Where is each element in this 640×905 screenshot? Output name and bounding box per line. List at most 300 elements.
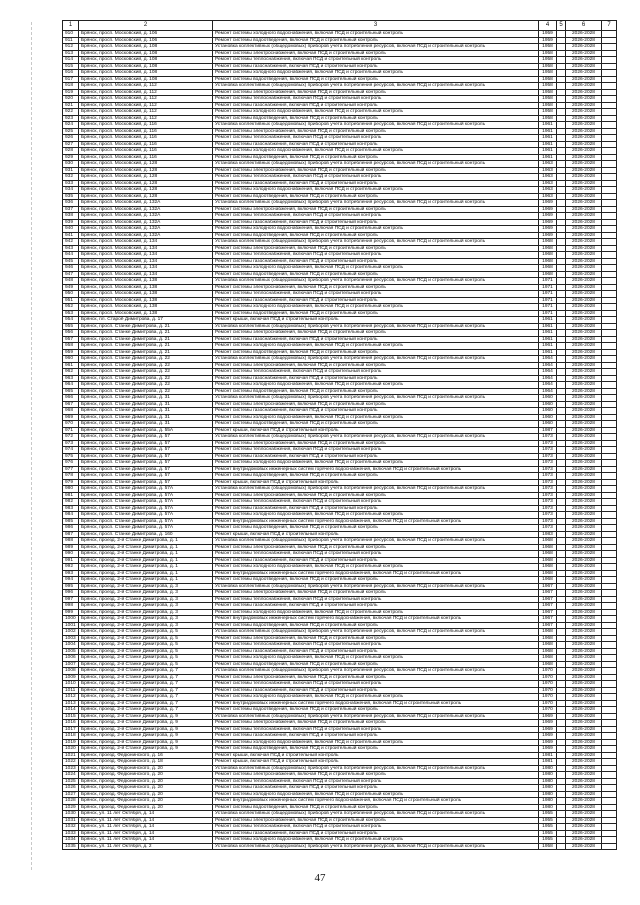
address-cell: Брянск, проезд. 2-й Станке Димитрова, д. 7: [79, 707, 213, 714]
work-type-cell: Ремонт системы газоснабжения, включая ПСД и строительный контроль: [213, 258, 539, 265]
row-number: 975: [63, 453, 79, 460]
period-cell: 2026-2028: [566, 434, 602, 441]
row-number: 1017: [63, 726, 79, 733]
address-cell: Брянск, просп. Московский, д. 112: [79, 83, 213, 90]
year-cell: 1963: [539, 161, 557, 168]
address-cell: Брянск, просп. Станке Димитрова, д. 22: [79, 369, 213, 376]
header-col-7: 7: [602, 21, 617, 31]
period-cell: 2026-2028: [566, 557, 602, 564]
address-cell: Брянск, проезд. 2-й Станке Димитрова, д. 1: [79, 551, 213, 558]
period-cell: 2026-2028: [566, 278, 602, 285]
period-cell: 2026-2028: [566, 161, 602, 168]
year-cell: 1973: [539, 512, 557, 519]
row-number: 996: [63, 590, 79, 597]
address-cell: Брянск, просп. Станке Димитрова, д. 57: [79, 466, 213, 473]
year-cell: 1967: [539, 583, 557, 590]
work-type-cell: Ремонт системы электроснабжения, включая ПСД и строительный контроль: [213, 720, 539, 727]
work-type-cell: Установка коллективных (общедомовых) приборов учета потребления ресурсов, включая ПСД и строительный контроль: [213, 395, 539, 402]
row-number: 999: [63, 609, 79, 616]
period-cell: 2026-2028: [566, 102, 602, 109]
year-cell: 1960: [539, 395, 557, 402]
row-number: 1013: [63, 700, 79, 707]
year-cell: 1958: [539, 50, 557, 57]
work-type-cell: Ремонт системы водоотведения, включая ПСД и строительный контроль: [213, 804, 539, 811]
period-cell: 2026-2028: [566, 323, 602, 330]
header-col-1: 1: [63, 21, 79, 31]
year-cell: 1968: [539, 252, 557, 259]
period-cell: 2026-2028: [566, 733, 602, 740]
row-number: 927: [63, 141, 79, 148]
row-number: 967: [63, 401, 79, 408]
period-cell: 2026-2028: [566, 785, 602, 792]
work-type-cell: Установка коллективных (общедомовых) приборов учета потребления ресурсов, включая ПСД и строительный контроль: [213, 843, 539, 850]
row-number: 980: [63, 486, 79, 493]
period-cell: 2026-2028: [566, 772, 602, 779]
year-cell: 1973: [539, 525, 557, 532]
row-number: 943: [63, 245, 79, 252]
address-cell: Брянск, просп. Московский, д. 134: [79, 265, 213, 272]
period-cell: 2026-2028: [566, 76, 602, 83]
row-number: 915: [63, 63, 79, 70]
address-cell: Брянск, просп. Московский, д. 138: [79, 284, 213, 291]
year-cell: 1959: [539, 31, 557, 38]
row-number: 981: [63, 492, 79, 499]
work-type-cell: Ремонт системы водоотведения, включая ПСД и строительный контроль: [213, 271, 539, 278]
row-number: 942: [63, 239, 79, 246]
table-row: [63, 843, 617, 850]
period-cell: 2026-2028: [566, 505, 602, 512]
row-number: 912: [63, 44, 79, 51]
period-cell: 2026-2028: [566, 122, 602, 129]
address-cell: Брянск, просп. Московский, д. 134: [79, 252, 213, 259]
address-cell: Брянск, ул. 11 лет Октября, д. 14: [79, 824, 213, 831]
period-cell: 2026-2028: [566, 96, 602, 103]
address-cell: Брянск, просп. Московский, д. 116: [79, 128, 213, 135]
address-cell: Брянск, проезд. 2-й Станке Димитрова, д. 3: [79, 596, 213, 603]
address-cell: Брянск, просп. Московский, д. 116: [79, 122, 213, 129]
period-cell: 2026-2028: [566, 265, 602, 272]
work-type-cell: Ремонт системы холодного водоснабжения, включая ПСД и строительный контроль: [213, 512, 539, 519]
period-cell: 2026-2028: [566, 531, 602, 538]
year-cell: 1971: [539, 284, 557, 291]
work-type-cell: Ремонт системы электроснабжения, включая ПСД и строительный контроль: [213, 440, 539, 447]
year-cell: 1970: [539, 674, 557, 681]
work-type-cell: Ремонт системы теплоснабжения, включая ПСД и строительный контроль: [213, 726, 539, 733]
row-number: 944: [63, 252, 79, 259]
period-cell: 2026-2028: [566, 200, 602, 207]
address-cell: Брянск, проезд. 2-й Станке Димитрова, д. 5: [79, 648, 213, 655]
row-number: 950: [63, 291, 79, 298]
row-number: 973: [63, 440, 79, 447]
row-number: 992: [63, 564, 79, 571]
repair-schedule-table: [62, 20, 617, 850]
address-cell: Брянск, просп. Московский, д. 116: [79, 141, 213, 148]
year-cell: 1961: [539, 154, 557, 161]
period-cell: 2026-2028: [566, 310, 602, 317]
period-cell: 2026-2028: [566, 603, 602, 610]
period-cell: 2026-2028: [566, 473, 602, 480]
work-type-cell: Ремонт системы холодного водоснабжения, включая ПСД и строительный контроль: [213, 265, 539, 272]
row-number: 937: [63, 206, 79, 213]
work-type-cell: Ремонт системы холодного водоснабжения, включая ПСД и строительный контроль: [213, 148, 539, 155]
year-cell: 1981: [539, 752, 557, 759]
period-cell: 2026-2028: [566, 668, 602, 675]
address-cell: Брянск, просп. Станке Димитрова, д. 31: [79, 395, 213, 402]
address-cell: Брянск, просп. Станке Димитрова, д. 31: [79, 414, 213, 421]
work-type-cell: Ремонт системы электроснабжения, включая ПСД и строительный контроль: [213, 284, 539, 291]
period-cell: 2026-2028: [566, 700, 602, 707]
work-type-cell: Ремонт системы холодного водоснабжения, включая ПСД и строительный контроль: [213, 414, 539, 421]
year-cell: 1960: [539, 414, 557, 421]
year-cell: 1967: [539, 622, 557, 629]
header-col-3: 3: [213, 21, 539, 31]
row-number: 940: [63, 226, 79, 233]
address-cell: Брянск, просп. Московский, д. 132А: [79, 206, 213, 213]
year-cell: 1969: [539, 733, 557, 740]
period-cell: 2026-2028: [566, 817, 602, 824]
year-cell: 1961: [539, 148, 557, 155]
row-number: 923: [63, 115, 79, 122]
address-cell: Брянск, просп. Московский, д. 112: [79, 89, 213, 96]
period-cell: 2026-2028: [566, 629, 602, 636]
year-cell: 1959: [539, 37, 557, 44]
period-cell: 2026-2028: [566, 232, 602, 239]
work-type-cell: Ремонт системы газоснабжения, включая ПСД и строительный контроль: [213, 102, 539, 109]
year-cell: 1968: [539, 655, 557, 662]
address-cell: Брянск, просп. Станке Димитрова, д. 160: [79, 531, 213, 538]
header-col-5: 5: [557, 21, 566, 31]
work-type-cell: Установка коллективных (общедомовых) приборов учета потребления ресурсов, включая ПСД и строительный контроль: [213, 44, 539, 51]
address-cell: Брянск, просп. Московский, д. 134: [79, 271, 213, 278]
address-cell: Брянск, просп. Московский, д. 138: [79, 297, 213, 304]
year-cell: 1968: [539, 570, 557, 577]
row-number: 977: [63, 466, 79, 473]
year-cell: 1961: [539, 330, 557, 337]
row-number: 1033: [63, 830, 79, 837]
year-cell: 1955: [539, 811, 557, 818]
period-cell: 2026-2028: [566, 271, 602, 278]
period-cell: 2026-2028: [566, 648, 602, 655]
period-cell: 2026-2028: [566, 297, 602, 304]
year-cell: 1967: [539, 616, 557, 623]
row-number: 969: [63, 414, 79, 421]
row-number: 991: [63, 557, 79, 564]
period-cell: 2026-2028: [566, 89, 602, 96]
row-number: 1023: [63, 765, 79, 772]
row-number: 939: [63, 219, 79, 226]
row-number: 1000: [63, 616, 79, 623]
year-cell: 1973: [539, 505, 557, 512]
address-cell: Брянск, проезд. 2-й Станке Димитрова, д. 7: [79, 687, 213, 694]
period-cell: 2026-2028: [566, 70, 602, 77]
period-cell: 2026-2028: [566, 343, 602, 350]
address-cell: Брянск, просп. Московский, д. 138: [79, 304, 213, 311]
year-cell: 1963: [539, 174, 557, 181]
year-cell: 1970: [539, 681, 557, 688]
year-cell: 1973: [539, 440, 557, 447]
row-number: 998: [63, 603, 79, 610]
year-cell: 1968: [539, 629, 557, 636]
work-type-cell: Ремонт системы холодного водоснабжения, включая ПСД и строительный контроль: [213, 109, 539, 116]
year-cell: 1961: [539, 128, 557, 135]
row-number: 994: [63, 577, 79, 584]
row-number: 916: [63, 70, 79, 77]
year-cell: 1969: [539, 739, 557, 746]
row-number: 978: [63, 473, 79, 480]
row-number: 972: [63, 434, 79, 441]
address-cell: Брянск, проезд. Федюнинского, д. 20: [79, 804, 213, 811]
work-type-cell: Установка коллективных (общедомовых) приборов учета потребления ресурсов, включая ПСД и строительный контроль: [213, 200, 539, 207]
year-cell: 1973: [539, 518, 557, 525]
address-cell: Брянск, проезд. 2-й Станке Димитрова, д. 1: [79, 538, 213, 545]
address-cell: Брянск, просп. Станке Димитрова, д. 57А: [79, 499, 213, 506]
address-cell: Брянск, просп. Московский, д. 108: [79, 50, 213, 57]
work-type-cell: Ремонт системы водоотведения, включая ПСД и строительный контроль: [213, 37, 539, 44]
address-cell: Брянск, просп. Московский, д. 116: [79, 148, 213, 155]
work-type-cell: Ремонт крыши, включая ПСД и строительный контроль: [213, 479, 539, 486]
work-type-cell: Ремонт системы водоотведения, включая ПСД и строительный контроль: [213, 577, 539, 584]
year-cell: 1961: [539, 135, 557, 142]
period-cell: 2026-2028: [566, 492, 602, 499]
row-number: 959: [63, 349, 79, 356]
row-number: 1015: [63, 713, 79, 720]
row-number: 921: [63, 102, 79, 109]
row-number: 946: [63, 265, 79, 272]
period-cell: 2026-2028: [566, 453, 602, 460]
year-cell: 1964: [539, 362, 557, 369]
address-cell: Брянск, проезд. 2-й Станке Димитрова, д. 3: [79, 622, 213, 629]
work-type-cell: Ремонт системы холодного водоснабжения, включая ПСД и строительный контроль: [213, 31, 539, 38]
work-type-cell: Ремонт системы теплоснабжения, включая ПСД и строительный контроль: [213, 291, 539, 298]
row-number: 997: [63, 596, 79, 603]
row-number: 924: [63, 122, 79, 129]
address-cell: Брянск, просп. Московский, д. 134: [79, 239, 213, 246]
row-number: 1014: [63, 707, 79, 714]
period-cell: 2026-2028: [566, 356, 602, 363]
work-type-cell: Ремонт системы холодного водоснабжения, включая ПСД и строительный контроль: [213, 70, 539, 77]
year-cell: 1955: [539, 817, 557, 824]
year-cell: 1960: [539, 408, 557, 415]
address-cell: Брянск, проезд. 2-й Станке Димитрова, д. 9: [79, 746, 213, 753]
row-number: 914: [63, 57, 79, 64]
work-type-cell: Ремонт системы теплоснабжения, включая ПСД и строительный контроль: [213, 642, 539, 649]
period-cell: 2026-2028: [566, 674, 602, 681]
period-cell: 2026-2028: [566, 804, 602, 811]
page-number: 47: [314, 872, 326, 884]
year-cell: 1968: [539, 265, 557, 272]
year-cell: 1958: [539, 83, 557, 90]
row-number: 933: [63, 180, 79, 187]
period-cell: 2026-2028: [566, 746, 602, 753]
address-cell: Брянск, проезд. 2-й Станке Димитрова, д. 5: [79, 635, 213, 642]
year-cell: 1968: [539, 557, 557, 564]
year-cell: 1970: [539, 694, 557, 701]
row-number: 962: [63, 369, 79, 376]
row-number: 1011: [63, 687, 79, 694]
address-cell: Брянск, просп. Станке Димитрова, д. 57: [79, 473, 213, 480]
work-type-cell: Ремонт системы газоснабжения, включая ПСД и строительный контроль: [213, 603, 539, 610]
period-cell: 2026-2028: [566, 187, 602, 194]
period-cell: 2026-2028: [566, 226, 602, 233]
row-number: 1025: [63, 778, 79, 785]
row-number: 993: [63, 570, 79, 577]
address-cell: Брянск, просп. Московский, д. 132А: [79, 200, 213, 207]
address-cell: Брянск, просп. Станке Димитрова, д. 21: [79, 330, 213, 337]
work-type-cell: Установка коллективных (общедомовых) приборов учета потребления ресурсов, включая ПСД и строительный контроль: [213, 765, 539, 772]
address-cell: Брянск, ул. 11 лет Октября, д. 14: [79, 817, 213, 824]
address-cell: Брянск, просп. Московский, д. 132А: [79, 232, 213, 239]
period-cell: 2026-2028: [566, 752, 602, 759]
year-cell: 1961: [539, 336, 557, 343]
year-cell: 1980: [539, 798, 557, 805]
work-type-cell: Ремонт системы теплоснабжения, включая ПСД и строительный контроль: [213, 213, 539, 220]
work-type-cell: Установка коллективных (общедомовых) приборов учета потребления ресурсов, включая ПСД и строительный контроль: [213, 83, 539, 90]
row-number: 974: [63, 447, 79, 454]
year-cell: 1969: [539, 200, 557, 207]
work-type-cell: Ремонт системы теплоснабжения, включая ПСД и строительный контроль: [213, 551, 539, 558]
row-number: 995: [63, 583, 79, 590]
row-number: 951: [63, 297, 79, 304]
address-cell: Брянск, просп. Станке Димитрова, д. 22: [79, 388, 213, 395]
address-cell: Брянск, просп. Московский, д. 132А: [79, 219, 213, 226]
year-cell: 1969: [539, 206, 557, 213]
work-type-cell: Ремонт системы холодного водоснабжения, включая ПСД и строительный контроль: [213, 837, 539, 844]
year-cell: 1967: [539, 590, 557, 597]
address-cell: Брянск, проезд. 2-й Станке Димитрова, д. 1: [79, 570, 213, 577]
work-type-cell: Ремонт внутридомовых инженерных систем горячего водоснабжения, включая ПСД и строительный контроль: [213, 518, 539, 525]
address-cell: Брянск, просп. Станке Димитрова, д. 22: [79, 375, 213, 382]
year-cell: 1963: [539, 167, 557, 174]
address-cell: Брянск, просп. Московский, д. 112: [79, 102, 213, 109]
period-cell: 2026-2028: [566, 284, 602, 291]
row-number: 990: [63, 551, 79, 558]
period-cell: 2026-2028: [566, 479, 602, 486]
work-type-cell: Ремонт системы водоотведения, включая ПСД и строительный контроль: [213, 746, 539, 753]
period-cell: 2026-2028: [566, 362, 602, 369]
work-type-cell: Ремонт системы газоснабжения, включая ПСД и строительный контроль: [213, 297, 539, 304]
year-cell: 1970: [539, 707, 557, 714]
year-cell: 1968: [539, 538, 557, 545]
work-type-cell: Ремонт системы электроснабжения, включая ПСД и строительный контроль: [213, 492, 539, 499]
period-cell: 2026-2028: [566, 466, 602, 473]
row-number: 964: [63, 382, 79, 389]
year-cell: 1968: [539, 239, 557, 246]
work-type-cell: Ремонт системы холодного водоснабжения, включая ПСД и строительный контроль: [213, 564, 539, 571]
work-type-cell: Ремонт системы электроснабжения, включая ПСД и строительный контроль: [213, 401, 539, 408]
row-number: 984: [63, 512, 79, 519]
work-type-cell: Ремонт системы газоснабжения, включая ПСД и строительный контроль: [213, 180, 539, 187]
work-type-cell: Ремонт системы электроснабжения, включая ПСД и строительный контроль: [213, 362, 539, 369]
work-type-cell: Ремонт системы газоснабжения, включая ПСД и строительный контроль: [213, 453, 539, 460]
year-cell: 1967: [539, 603, 557, 610]
period-cell: 2026-2028: [566, 577, 602, 584]
year-cell: 1961: [539, 317, 557, 324]
row-number: 1031: [63, 817, 79, 824]
year-cell: 1973: [539, 479, 557, 486]
row-number: 1004: [63, 642, 79, 649]
row-number: 1012: [63, 694, 79, 701]
year-cell: 1973: [539, 473, 557, 480]
address-cell: Брянск, просп. Московский, д. 112: [79, 115, 213, 122]
year-cell: 1973: [539, 453, 557, 460]
address-cell: Брянск, просп. Московский, д. 138: [79, 310, 213, 317]
address-cell: Брянск, просп. Московский, д. 128: [79, 174, 213, 181]
row-number: 1021: [63, 752, 79, 759]
row-number: 987: [63, 531, 79, 538]
row-number: 941: [63, 232, 79, 239]
year-cell: 1958: [539, 109, 557, 116]
address-cell: Брянск, просп. Московский, д. 112: [79, 109, 213, 116]
row-number: 1008: [63, 668, 79, 675]
period-cell: 2026-2028: [566, 843, 602, 850]
period-cell: 2026-2028: [566, 720, 602, 727]
year-cell: 1971: [539, 304, 557, 311]
period-cell: 2026-2028: [566, 148, 602, 155]
table-body: [63, 31, 617, 850]
year-cell: 1969: [539, 713, 557, 720]
address-cell: Брянск, просп. Московский, д. 106: [79, 31, 213, 38]
address-cell: Брянск, просп. Станке Димитрова, д. 57: [79, 479, 213, 486]
row-number: 947: [63, 271, 79, 278]
period-cell: 2026-2028: [566, 193, 602, 200]
period-cell: 2026-2028: [566, 596, 602, 603]
year-cell: 1958: [539, 63, 557, 70]
period-cell: 2026-2028: [566, 525, 602, 532]
address-cell: Брянск, просп. Московский, д. 116: [79, 154, 213, 161]
work-type-cell: Ремонт системы водоотведения, включая ПСД и строительный контроль: [213, 473, 539, 480]
address-cell: Брянск, пл. Староё Димитрова, д. 17: [79, 317, 213, 324]
year-cell: 1969: [539, 219, 557, 226]
period-cell: 2026-2028: [566, 609, 602, 616]
row-number: 985: [63, 518, 79, 525]
period-cell: 2026-2028: [566, 57, 602, 64]
period-cell: 2026-2028: [566, 141, 602, 148]
address-cell: Брянск, проезд. 2-й Станке Димитрова, д. 3: [79, 583, 213, 590]
period-cell: 2026-2028: [566, 50, 602, 57]
work-type-cell: Ремонт системы теплоснабжения, включая ПСД и строительный контроль: [213, 135, 539, 142]
address-cell: Брянск, просп. Станке Димитрова, д. 57А: [79, 525, 213, 532]
row-number: 949: [63, 284, 79, 291]
period-cell: 2026-2028: [566, 694, 602, 701]
work-type-cell: Установка коллективных (общедомовых) приборов учета потребления ресурсов, включая ПСД и строительный контроль: [213, 356, 539, 363]
work-type-cell: Ремонт системы электроснабжения, включая ПСД и строительный контроль: [213, 590, 539, 597]
work-type-cell: Ремонт системы электроснабжения, включая ПСД и строительный контроль: [213, 167, 539, 174]
work-type-cell: Ремонт системы электроснабжения, включая ПСД и строительный контроль: [213, 674, 539, 681]
row-number: 922: [63, 109, 79, 116]
year-cell: 1968: [539, 577, 557, 584]
col7-cell: [602, 843, 617, 850]
work-type-cell: Ремонт системы электроснабжения, включая ПСД и строительный контроль: [213, 50, 539, 57]
address-cell: Брянск, проезд. Федюнинского, д. 20: [79, 778, 213, 785]
row-number: 932: [63, 174, 79, 181]
row-number: 913: [63, 50, 79, 57]
work-type-cell: Ремонт системы холодного водоснабжения, включая ПСД и строительный контроль: [213, 226, 539, 233]
work-type-cell: Ремонт внутридомовых инженерных систем горячего водоснабжения, включая ПСД и строительный контроль: [213, 700, 539, 707]
period-cell: 2026-2028: [566, 739, 602, 746]
period-cell: 2026-2028: [566, 401, 602, 408]
address-cell: Брянск, проезд. 2-й Станке Димитрова, д. 5: [79, 629, 213, 636]
row-number: 1018: [63, 733, 79, 740]
period-cell: 2026-2028: [566, 661, 602, 668]
work-type-cell: Ремонт системы теплоснабжения, включая ПСД и строительный контроль: [213, 499, 539, 506]
col5-cell: [557, 843, 566, 850]
address-cell: Брянск, проезд. 2-й Станке Димитрова, д. 5: [79, 655, 213, 662]
year-cell: 1970: [539, 668, 557, 675]
period-cell: 2026-2028: [566, 635, 602, 642]
period-cell: 2026-2028: [566, 616, 602, 623]
work-type-cell: Ремонт системы электроснабжения, включая ПСД и строительный контроль: [213, 245, 539, 252]
period-cell: 2026-2028: [566, 713, 602, 720]
